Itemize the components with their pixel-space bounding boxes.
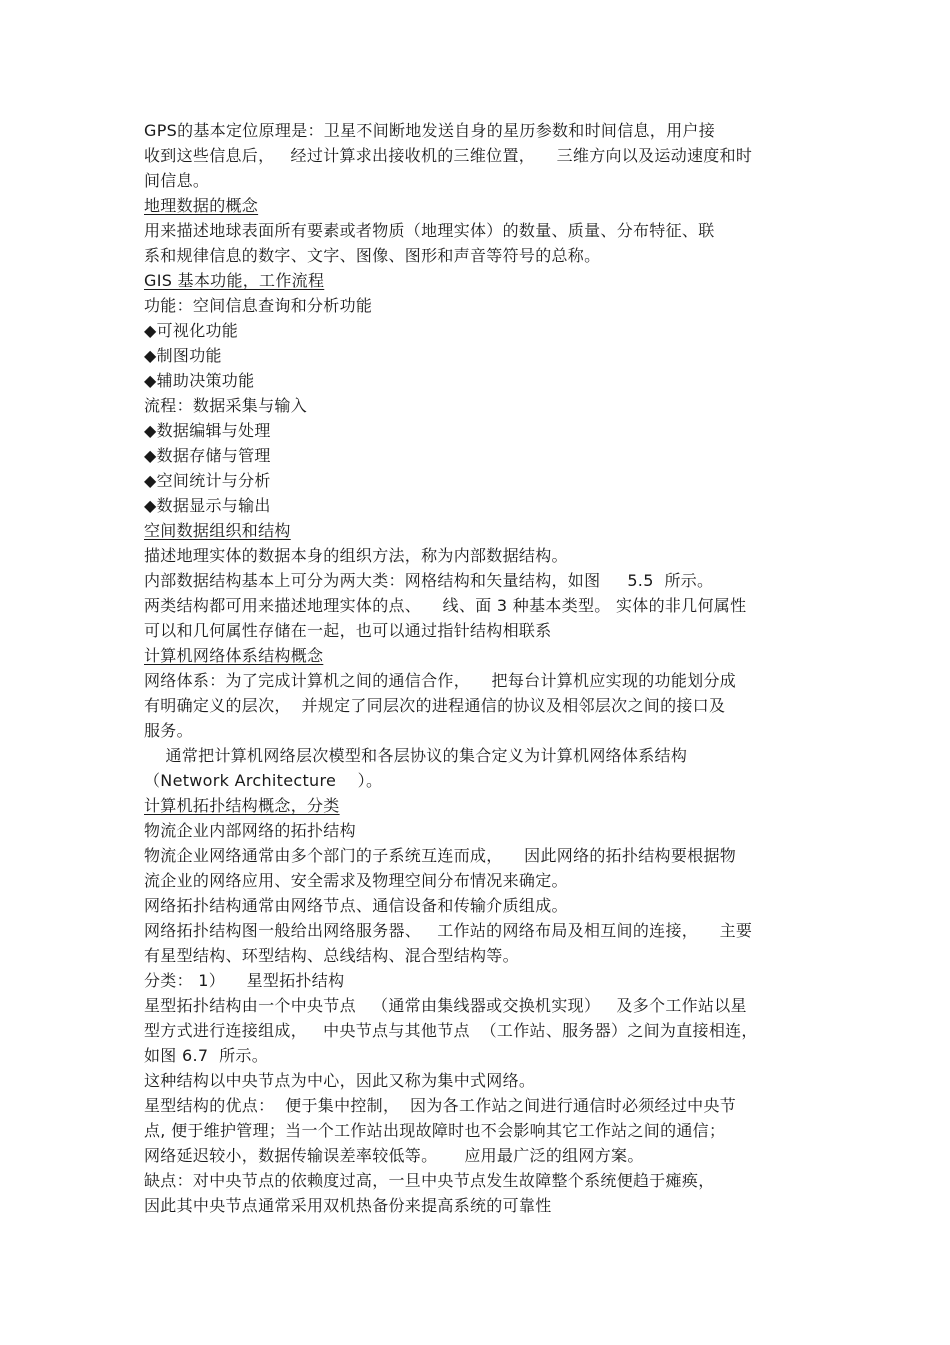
body-text-line: 可以和几何属性存储在一起，也可以通过指针结构相联系	[144, 621, 552, 640]
section-heading: 计算机网络体系结构概念	[144, 646, 324, 665]
body-text-line: 有明确定义的层次， 并规定了同层次的进程通信的协议及相邻层次之间的接口及	[144, 696, 726, 715]
body-text-line: 物流企业内部网络的拓扑结构	[144, 821, 356, 840]
body-text-line: 流企业的网络应用、安全需求及物理空间分布情况来确定。	[144, 871, 568, 890]
body-text-line: 描述地理实体的数据本身的组织方法，称为内部数据结构。	[144, 546, 568, 565]
body-text-line: 服务。	[144, 721, 193, 740]
body-text-line: 收到这些信息后， 经过计算求出接收机的三维位置， 三维方向以及运动速度和时	[144, 146, 753, 165]
body-text-line: ◆数据存储与管理	[144, 446, 271, 465]
body-text-line: 间信息。	[144, 171, 210, 190]
body-text-line: 缺点：对中央节点的依赖度过高，一旦中央节点发生故障整个系统便趋于瘫痪，	[144, 1171, 715, 1190]
body-text-line: 星型拓扑结构由一个中央节点 （通常由集线器或交换机实现） 及多个工作站以星	[144, 996, 747, 1015]
section-heading-line	[144, 643, 812, 668]
section-heading: 空间数据组织和结构	[144, 521, 291, 540]
body-text-line: 型方式进行连接组成， 中央节点与其他节点 （工作站、服务器）之间为直接相连，	[144, 1021, 758, 1040]
body-text-line: ◆数据显示与输出	[144, 496, 271, 515]
body-text-line: 内部数据结构基本上可分为两大类：网格结构和矢量结构，如图 5.5 所示。	[144, 571, 714, 590]
section-heading: 计算机拓扑结构概念，分类	[144, 796, 340, 815]
body-text-line: 通常把计算机网络层次模型和各层协议的集合定义为计算机网络体系结构	[144, 746, 688, 765]
body-text-line: 这种结构以中央节点为中心，因此又称为集中式网络。	[144, 1071, 536, 1090]
section-heading-line	[144, 518, 812, 543]
section-heading-line	[144, 268, 812, 293]
body-text-line: 星型结构的优点： 便于集中控制， 因为各工作站之间进行通信时必须经过中央节	[144, 1096, 737, 1115]
body-text-line: 有星型结构、环型结构、总线结构、混合型结构等。	[144, 946, 519, 965]
body-text-line: 物流企业网络通常由多个部门的子系统互连而成， 因此网络的拓扑结构要根据物	[144, 846, 737, 865]
body-text-line: ◆空间统计与分析	[144, 471, 271, 490]
body-text-line: 流程：数据采集与输入	[144, 396, 308, 415]
body-text-line: 分类： 1） 星型拓扑结构	[144, 971, 345, 990]
section-heading-line	[144, 793, 812, 818]
body-text-line: 用来描述地球表面所有要素或者物质（地理实体）的数量、质量、分布特征、联	[144, 221, 715, 240]
section-heading: GIS 基本功能，工作流程	[144, 271, 325, 290]
body-text-line: ◆数据编辑与处理	[144, 421, 271, 440]
body-text-line: 两类结构都可用来描述地理实体的点、 线、面 3 种基本类型。 实体的非几何属性	[144, 596, 747, 615]
body-text-line: ◆辅助决策功能	[144, 371, 255, 390]
body-text-line: 如图 6.7 所示。	[144, 1046, 269, 1065]
body-text-line: 因此其中央节点通常采用双机热备份来提高系统的可靠性	[144, 1196, 552, 1215]
body-text-line: 功能：空间信息查询和分析功能	[144, 296, 373, 315]
body-text-line: ◆制图功能	[144, 346, 222, 365]
body-text-line: 系和规律信息的数字、文字、图像、图形和声音等符号的总称。	[144, 246, 601, 265]
body-text-line: ◆可视化功能	[144, 321, 239, 340]
body-text-line: （Network Architecture ）。	[144, 771, 383, 790]
body-text-line: 点, 便于维护管理；当一个工作站出现故障时也不会影响其它工作站之间的通信；	[144, 1121, 726, 1140]
body-text-line: GPS的基本定位原理是：卫星不间断地发送自身的星历参数和时间信息，用户接	[144, 121, 716, 140]
body-text-line: 网络延迟较小，数据传输误差率较低等。 应用最广泛的组网方案。	[144, 1146, 644, 1165]
section-heading: 地理数据的概念	[144, 196, 259, 215]
document-page	[144, 118, 812, 1218]
body-text-line: 网络体系：为了完成计算机之间的通信合作， 把每台计算机应实现的功能划分成	[144, 671, 737, 690]
body-text-line: 网络拓扑结构图一般给出网络服务器、 工作站的网络布局及相互间的连接， 主要	[144, 921, 753, 940]
body-text-line: 网络拓扑结构通常由网络节点、通信设备和传输介质组成。	[144, 896, 568, 915]
section-heading-line	[144, 193, 812, 218]
